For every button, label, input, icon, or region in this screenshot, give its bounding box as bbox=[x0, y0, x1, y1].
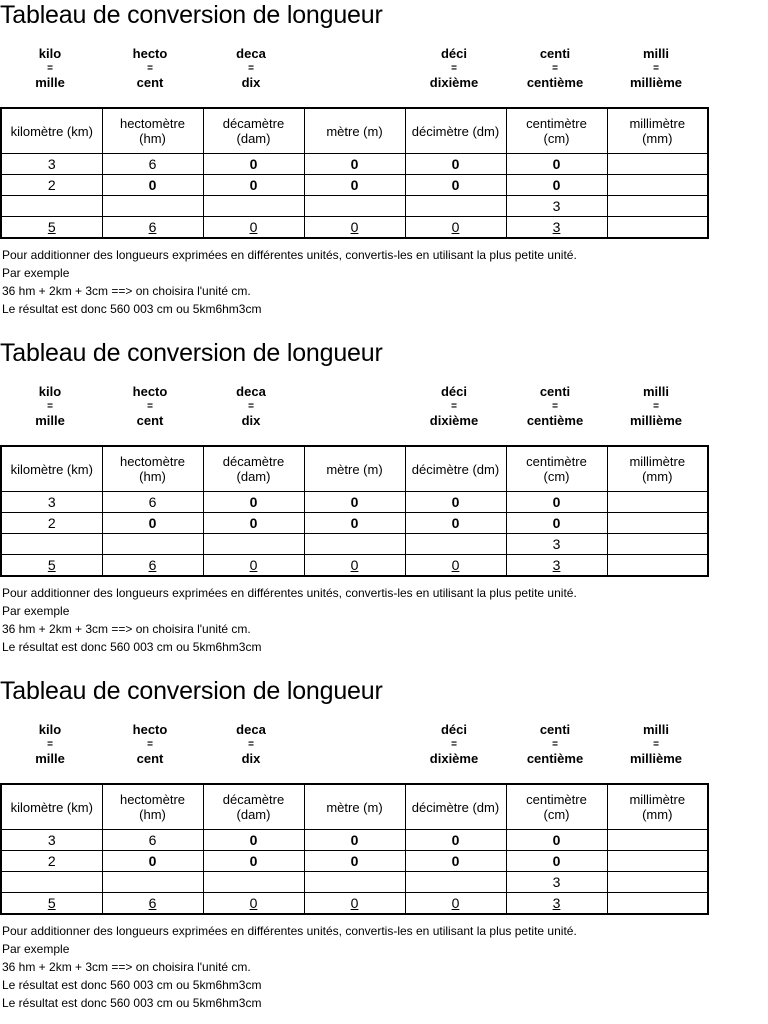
prefix-word: centi bbox=[539, 384, 571, 399]
table-cell: 6 bbox=[102, 555, 203, 577]
prefix-meaning: centième bbox=[526, 413, 584, 428]
prefix-legend bbox=[201, 384, 301, 429]
table-row bbox=[1, 851, 708, 872]
table-cell: 6 bbox=[102, 830, 203, 851]
prefix-word: centi bbox=[539, 722, 571, 737]
explanation-notes bbox=[2, 246, 577, 318]
column-header-unit: centimètre bbox=[526, 454, 587, 469]
prefix-word: hecto bbox=[132, 722, 168, 737]
table-cell: 0 bbox=[405, 555, 506, 577]
table-cell: 0 bbox=[405, 492, 506, 513]
prefix-legend bbox=[100, 46, 200, 91]
table-cell: 3 bbox=[506, 555, 607, 577]
table-cell bbox=[1, 872, 102, 893]
table-row bbox=[1, 872, 708, 893]
prefix-legend bbox=[505, 46, 605, 91]
column-header-abbrev: (dam) bbox=[236, 131, 271, 146]
table-cell: 0 bbox=[102, 851, 203, 872]
column-header-unit: hectomètre bbox=[119, 792, 186, 807]
table-row bbox=[1, 555, 708, 577]
prefix-eq: = bbox=[47, 739, 53, 750]
table-row bbox=[1, 154, 708, 175]
table-cell: 0 bbox=[304, 492, 405, 513]
table-cell bbox=[607, 555, 708, 577]
table-cell: 3 bbox=[506, 893, 607, 915]
table-cell: 0 bbox=[304, 175, 405, 196]
prefix-eq: = bbox=[451, 63, 457, 74]
prefix-eq: = bbox=[248, 401, 254, 412]
prefix-eq: = bbox=[147, 63, 153, 74]
column-header-unit: mètre (m) bbox=[326, 123, 383, 139]
column-header bbox=[607, 108, 708, 154]
table-cell: 6 bbox=[102, 492, 203, 513]
conversion-table bbox=[0, 783, 709, 915]
column-header bbox=[405, 108, 506, 154]
table-cell: 6 bbox=[102, 893, 203, 915]
column-header bbox=[1, 446, 102, 492]
section-title: Tableau de conversion de longueur bbox=[0, 677, 383, 705]
column-header bbox=[405, 446, 506, 492]
column-header-abbrev: (cm) bbox=[543, 807, 570, 822]
table-cell: 0 bbox=[304, 893, 405, 915]
prefix-word: deca bbox=[236, 384, 266, 399]
table-cell: 0 bbox=[304, 513, 405, 534]
prefix-eq: = bbox=[47, 63, 53, 74]
column-header bbox=[405, 784, 506, 830]
column-header bbox=[607, 446, 708, 492]
table-cell: 0 bbox=[405, 893, 506, 915]
column-header-unit: millimètre bbox=[629, 792, 686, 807]
conversion-section bbox=[0, 676, 768, 1014]
column-header-abbrev: (hm) bbox=[139, 131, 166, 146]
table-row bbox=[1, 893, 708, 915]
table-cell: 0 bbox=[203, 830, 304, 851]
prefix-meaning: cent bbox=[136, 751, 164, 766]
note-line: Le résultat est donc 560 003 cm ou 5km6hm3cm bbox=[2, 302, 262, 316]
prefix-eq: = bbox=[653, 401, 659, 412]
column-header bbox=[1, 108, 102, 154]
table-cell bbox=[607, 175, 708, 196]
conversion-section bbox=[0, 0, 768, 338]
prefix-word: milli bbox=[642, 46, 669, 61]
column-header-abbrev: (hm) bbox=[139, 807, 166, 822]
table-cell: 0 bbox=[304, 154, 405, 175]
table-cell: 3 bbox=[506, 196, 607, 217]
table-cell: 0 bbox=[405, 513, 506, 534]
prefix-eq: = bbox=[552, 739, 558, 750]
column-header-abbrev: (cm) bbox=[543, 131, 570, 146]
section-title: Tableau de conversion de longueur bbox=[0, 339, 383, 367]
column-header-abbrev: (mm) bbox=[642, 807, 673, 822]
prefix-meaning: dixième bbox=[429, 751, 479, 766]
table-cell bbox=[203, 196, 304, 217]
table-cell: 2 bbox=[1, 513, 102, 534]
column-header-abbrev: (dam) bbox=[236, 469, 271, 484]
table-cell bbox=[304, 534, 405, 555]
table-cell: 0 bbox=[506, 830, 607, 851]
column-header-unit: hectomètre bbox=[119, 454, 186, 469]
column-header-abbrev: (cm) bbox=[543, 469, 570, 484]
table-row bbox=[1, 175, 708, 196]
table-cell: 0 bbox=[304, 830, 405, 851]
table-cell bbox=[607, 154, 708, 175]
prefix-meaning: dixième bbox=[429, 413, 479, 428]
column-header-unit: hectomètre bbox=[119, 116, 186, 131]
prefix-eq: = bbox=[653, 63, 659, 74]
table-cell: 0 bbox=[203, 154, 304, 175]
prefix-meaning: dixième bbox=[429, 75, 479, 90]
prefix-eq: = bbox=[248, 739, 254, 750]
column-header-unit: kilomètre (km) bbox=[10, 799, 93, 815]
prefix-legend bbox=[404, 46, 504, 91]
prefix-meaning: cent bbox=[136, 75, 164, 90]
prefix-legend bbox=[201, 722, 301, 767]
table-cell: 3 bbox=[506, 217, 607, 239]
table-cell bbox=[607, 196, 708, 217]
column-header-unit: millimètre bbox=[629, 116, 686, 131]
prefix-legend bbox=[100, 722, 200, 767]
prefix-eq: = bbox=[147, 401, 153, 412]
prefix-legend bbox=[404, 722, 504, 767]
table-cell bbox=[102, 872, 203, 893]
table-cell: 2 bbox=[1, 851, 102, 872]
prefix-word: déci bbox=[440, 384, 467, 399]
table-header-row bbox=[1, 108, 708, 154]
prefix-legend bbox=[606, 384, 706, 429]
prefix-word: déci bbox=[440, 722, 467, 737]
column-header-abbrev: (dam) bbox=[236, 807, 271, 822]
column-header-unit: mètre (m) bbox=[326, 461, 383, 477]
table-row bbox=[1, 513, 708, 534]
prefix-word: milli bbox=[642, 384, 669, 399]
table-row bbox=[1, 492, 708, 513]
note-line: 36 hm + 2km + 3cm ==> on choisira l'unité cm. bbox=[2, 622, 251, 636]
table-cell: 2 bbox=[1, 175, 102, 196]
note-line: Par exemple bbox=[2, 604, 70, 618]
prefix-meaning: millième bbox=[629, 75, 683, 90]
table-cell bbox=[607, 492, 708, 513]
column-header-abbrev: (mm) bbox=[642, 469, 673, 484]
prefix-eq: = bbox=[552, 63, 558, 74]
table-cell: 0 bbox=[506, 851, 607, 872]
prefix-meaning: millième bbox=[629, 413, 683, 428]
table-cell bbox=[607, 830, 708, 851]
prefix-meaning: mille bbox=[35, 751, 65, 766]
column-header bbox=[506, 784, 607, 830]
conversion-table bbox=[0, 445, 709, 577]
column-header bbox=[203, 108, 304, 154]
prefix-eq: = bbox=[47, 401, 53, 412]
prefix-meaning: centième bbox=[526, 751, 584, 766]
prefix-word: kilo bbox=[38, 46, 62, 61]
prefix-word: deca bbox=[236, 46, 266, 61]
prefix-eq: = bbox=[147, 739, 153, 750]
table-cell: 3 bbox=[506, 872, 607, 893]
table-cell: 0 bbox=[203, 513, 304, 534]
column-header-unit: décamètre bbox=[222, 454, 285, 469]
column-header bbox=[102, 784, 203, 830]
table-cell bbox=[405, 534, 506, 555]
column-header-unit: décimètre (dm) bbox=[411, 123, 500, 139]
prefix-word: hecto bbox=[132, 46, 168, 61]
table-cell: 0 bbox=[405, 175, 506, 196]
table-cell bbox=[203, 534, 304, 555]
conversion-table bbox=[0, 107, 709, 239]
prefix-meaning: centième bbox=[526, 75, 584, 90]
table-cell: 0 bbox=[102, 513, 203, 534]
table-row bbox=[1, 217, 708, 239]
table-cell bbox=[203, 872, 304, 893]
column-header-unit: millimètre bbox=[629, 454, 686, 469]
table-cell bbox=[607, 851, 708, 872]
prefix-eq: = bbox=[653, 739, 659, 750]
note-line: Par exemple bbox=[2, 942, 70, 956]
conversion-section bbox=[0, 338, 768, 676]
note-line: Pour additionner des longueurs exprimées en différentes unités, convertis-les en utilisant la plus petite unité. bbox=[2, 924, 577, 938]
table-cell: 0 bbox=[102, 175, 203, 196]
table-cell bbox=[607, 893, 708, 915]
column-header bbox=[607, 784, 708, 830]
table-cell: 0 bbox=[405, 217, 506, 239]
table-cell: 6 bbox=[102, 217, 203, 239]
prefix-eq: = bbox=[451, 401, 457, 412]
column-header-unit: décamètre bbox=[222, 792, 285, 807]
note-line: Le résultat est donc 560 003 cm ou 5km6hm3cm bbox=[2, 996, 262, 1010]
prefix-eq: = bbox=[451, 739, 457, 750]
column-header bbox=[203, 784, 304, 830]
prefix-eq: = bbox=[248, 63, 254, 74]
column-header-abbrev: (hm) bbox=[139, 469, 166, 484]
prefix-meaning: dix bbox=[241, 751, 261, 766]
prefix-word: milli bbox=[642, 722, 669, 737]
table-cell: 0 bbox=[506, 175, 607, 196]
column-header-unit: centimètre bbox=[526, 116, 587, 131]
prefix-meaning: mille bbox=[35, 75, 65, 90]
column-header bbox=[506, 108, 607, 154]
note-line: 36 hm + 2km + 3cm ==> on choisira l'unité cm. bbox=[2, 960, 251, 974]
prefix-eq: = bbox=[552, 401, 558, 412]
prefix-word: kilo bbox=[38, 722, 62, 737]
table-cell bbox=[304, 872, 405, 893]
column-header bbox=[304, 108, 405, 154]
prefix-word: deca bbox=[236, 722, 266, 737]
prefix-word: centi bbox=[539, 46, 571, 61]
prefix-legend bbox=[0, 46, 100, 91]
table-cell: 5 bbox=[1, 555, 102, 577]
table-header-row bbox=[1, 446, 708, 492]
table-cell bbox=[102, 196, 203, 217]
note-line: 36 hm + 2km + 3cm ==> on choisira l'unité cm. bbox=[2, 284, 251, 298]
table-row bbox=[1, 534, 708, 555]
table-cell: 5 bbox=[1, 893, 102, 915]
table-cell: 0 bbox=[506, 492, 607, 513]
prefix-legend bbox=[505, 722, 605, 767]
table-cell: 5 bbox=[1, 217, 102, 239]
prefix-word: kilo bbox=[38, 384, 62, 399]
prefix-meaning: mille bbox=[35, 413, 65, 428]
explanation-notes bbox=[2, 922, 577, 1012]
table-cell bbox=[607, 217, 708, 239]
column-header-unit: mètre (m) bbox=[326, 799, 383, 815]
table-cell bbox=[102, 534, 203, 555]
table-cell bbox=[607, 534, 708, 555]
note-line: Le résultat est donc 560 003 cm ou 5km6hm3cm bbox=[2, 640, 262, 654]
prefix-meaning: millième bbox=[629, 751, 683, 766]
table-cell: 0 bbox=[203, 217, 304, 239]
prefix-legend bbox=[606, 722, 706, 767]
prefix-legend bbox=[0, 384, 100, 429]
column-header bbox=[1, 784, 102, 830]
table-cell: 0 bbox=[203, 492, 304, 513]
table-cell bbox=[405, 196, 506, 217]
column-header-unit: kilomètre (km) bbox=[10, 123, 93, 139]
prefix-legend bbox=[606, 46, 706, 91]
note-line: Pour additionner des longueurs exprimées en différentes unités, convertis-les en utilisant la plus petite unité. bbox=[2, 248, 577, 262]
column-header-unit: kilomètre (km) bbox=[10, 461, 93, 477]
column-header bbox=[203, 446, 304, 492]
column-header bbox=[506, 446, 607, 492]
table-cell: 6 bbox=[102, 154, 203, 175]
table-cell: 0 bbox=[405, 851, 506, 872]
table-cell: 0 bbox=[203, 893, 304, 915]
table-cell bbox=[405, 872, 506, 893]
table-cell: 3 bbox=[1, 492, 102, 513]
section-title: Tableau de conversion de longueur bbox=[0, 1, 383, 29]
column-header bbox=[304, 446, 405, 492]
prefix-legend bbox=[505, 384, 605, 429]
prefix-legend bbox=[201, 46, 301, 91]
table-header-row bbox=[1, 784, 708, 830]
column-header bbox=[102, 108, 203, 154]
prefix-meaning: dix bbox=[241, 413, 261, 428]
column-header-unit: décimètre (dm) bbox=[411, 461, 500, 477]
table-cell: 3 bbox=[1, 154, 102, 175]
prefix-legend bbox=[404, 384, 504, 429]
column-header bbox=[304, 784, 405, 830]
table-cell: 3 bbox=[1, 830, 102, 851]
prefix-meaning: dix bbox=[241, 75, 261, 90]
table-cell: 0 bbox=[304, 217, 405, 239]
table-cell bbox=[304, 196, 405, 217]
table-row bbox=[1, 830, 708, 851]
table-cell: 0 bbox=[506, 513, 607, 534]
table-cell: 0 bbox=[203, 175, 304, 196]
prefix-meaning: cent bbox=[136, 413, 164, 428]
table-cell: 0 bbox=[405, 830, 506, 851]
table-cell bbox=[1, 534, 102, 555]
note-line: Par exemple bbox=[2, 266, 70, 280]
table-cell bbox=[607, 872, 708, 893]
table-cell: 0 bbox=[304, 555, 405, 577]
prefix-word: hecto bbox=[132, 384, 168, 399]
column-header-unit: centimètre bbox=[526, 792, 587, 807]
table-cell: 0 bbox=[304, 851, 405, 872]
prefix-legend bbox=[0, 722, 100, 767]
note-line: Pour additionner des longueurs exprimées en différentes unités, convertis-les en utilisant la plus petite unité. bbox=[2, 586, 577, 600]
column-header-unit: décamètre bbox=[222, 116, 285, 131]
prefix-word: déci bbox=[440, 46, 467, 61]
explanation-notes bbox=[2, 584, 577, 656]
table-row bbox=[1, 196, 708, 217]
prefix-legend bbox=[100, 384, 200, 429]
table-cell: 0 bbox=[506, 154, 607, 175]
column-header-unit: décimètre (dm) bbox=[411, 799, 500, 815]
note-line: Le résultat est donc 560 003 cm ou 5km6hm3cm bbox=[2, 978, 262, 992]
table-cell: 0 bbox=[405, 154, 506, 175]
table-cell: 0 bbox=[203, 555, 304, 577]
table-cell: 3 bbox=[506, 534, 607, 555]
table-cell: 0 bbox=[203, 851, 304, 872]
table-cell bbox=[1, 196, 102, 217]
table-cell bbox=[607, 513, 708, 534]
column-header-abbrev: (mm) bbox=[642, 131, 673, 146]
column-header bbox=[102, 446, 203, 492]
